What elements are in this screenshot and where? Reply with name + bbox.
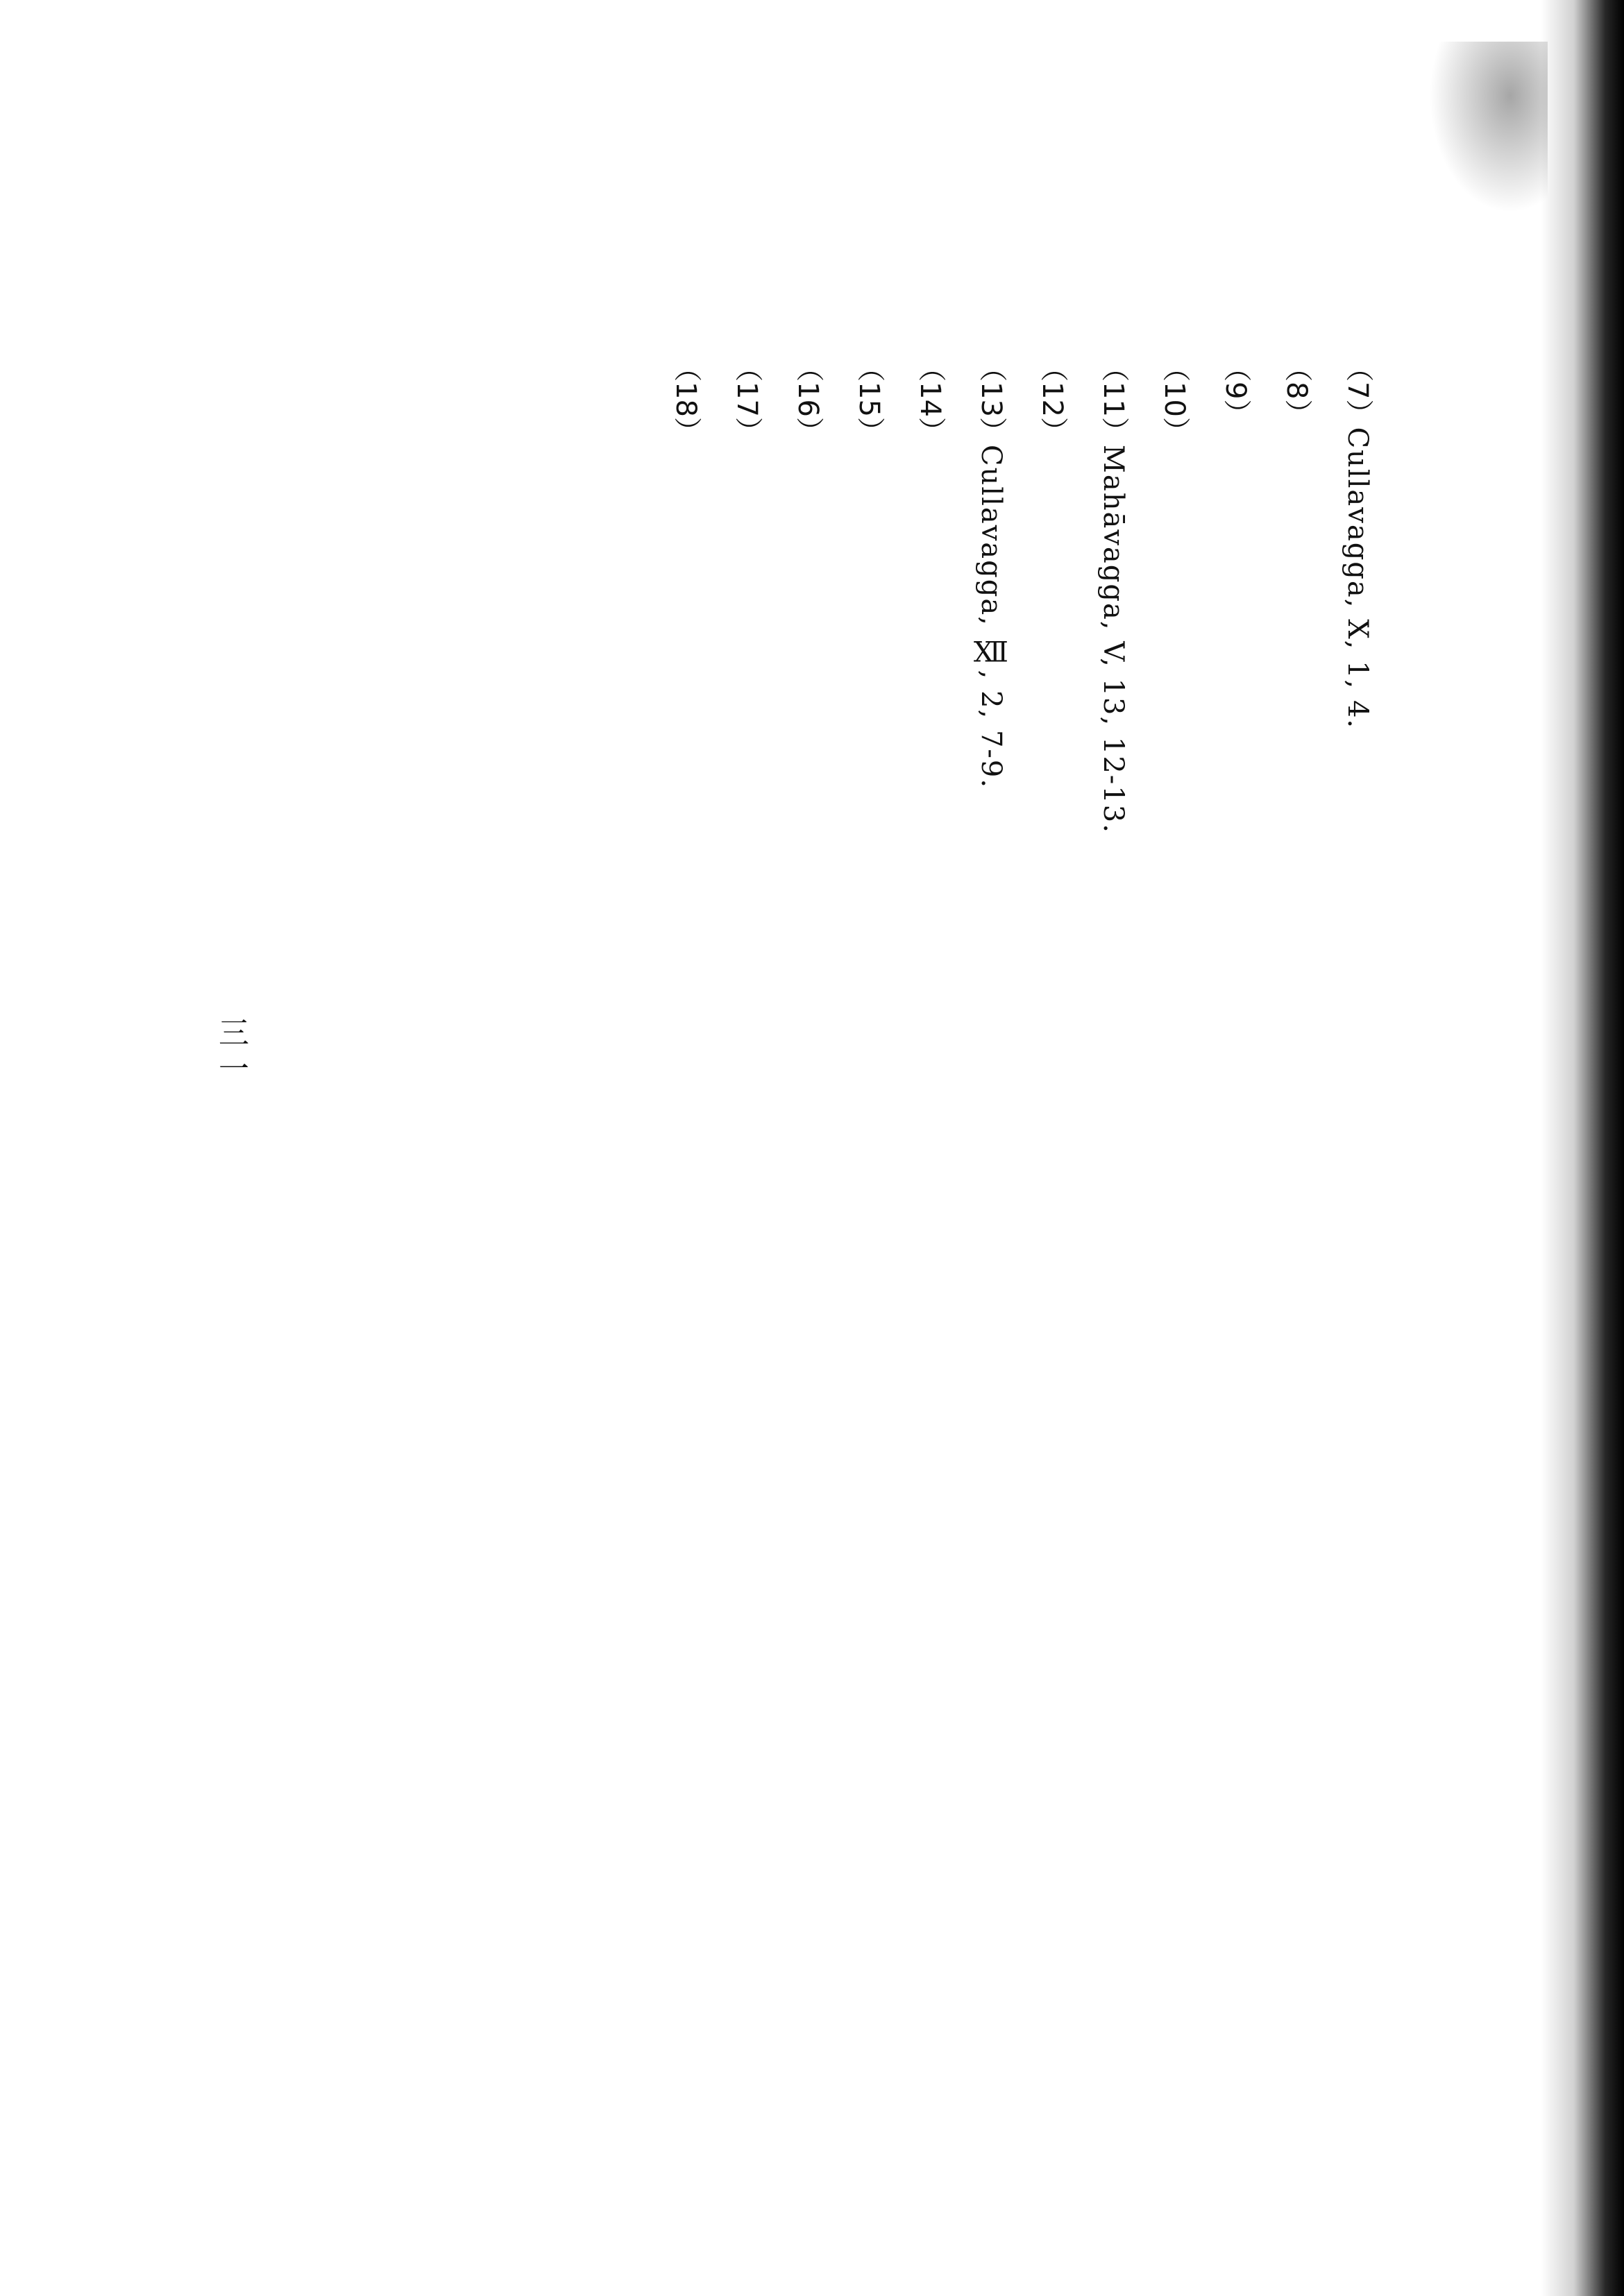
note-line [716, 354, 777, 2054]
note-text: Mahāvagga, V, 13, 12-13. [1097, 444, 1129, 834]
note-line [1266, 354, 1327, 2054]
note-number: （18） [670, 354, 702, 445]
note-number: （8） [1280, 354, 1312, 427]
scan-speckle [1423, 42, 1548, 222]
note-number: （14） [914, 354, 946, 445]
note-text: Cullavagga, Ⅻ, 2, 7-9. [975, 444, 1007, 790]
note-number: （11） [1097, 354, 1129, 445]
notes-text-block [208, 354, 1388, 2054]
binding-shadow [1541, 0, 1624, 2296]
note-line [1144, 354, 1205, 2054]
note-number: （10） [1158, 354, 1190, 445]
note-line [838, 354, 899, 2054]
note-number: （7） [1342, 354, 1373, 427]
note-line [777, 354, 838, 2054]
note-line [1022, 354, 1083, 2054]
note-number: （17） [731, 354, 763, 445]
note-number: （13） [975, 354, 1007, 445]
note-line [655, 354, 716, 2054]
note-line [1205, 354, 1266, 2054]
note-number: （12） [1036, 354, 1068, 445]
note-number: （15） [853, 354, 885, 445]
note-number: （9） [1219, 354, 1251, 427]
note-line [1083, 354, 1144, 2054]
page-number: 三一 [213, 1017, 248, 1089]
note-line [899, 354, 961, 2054]
note-text: Cullavagga, X, 1, 4. [1342, 427, 1373, 730]
note-line [961, 354, 1022, 2054]
note-line [1327, 354, 1388, 2054]
note-number: （16） [792, 354, 824, 445]
